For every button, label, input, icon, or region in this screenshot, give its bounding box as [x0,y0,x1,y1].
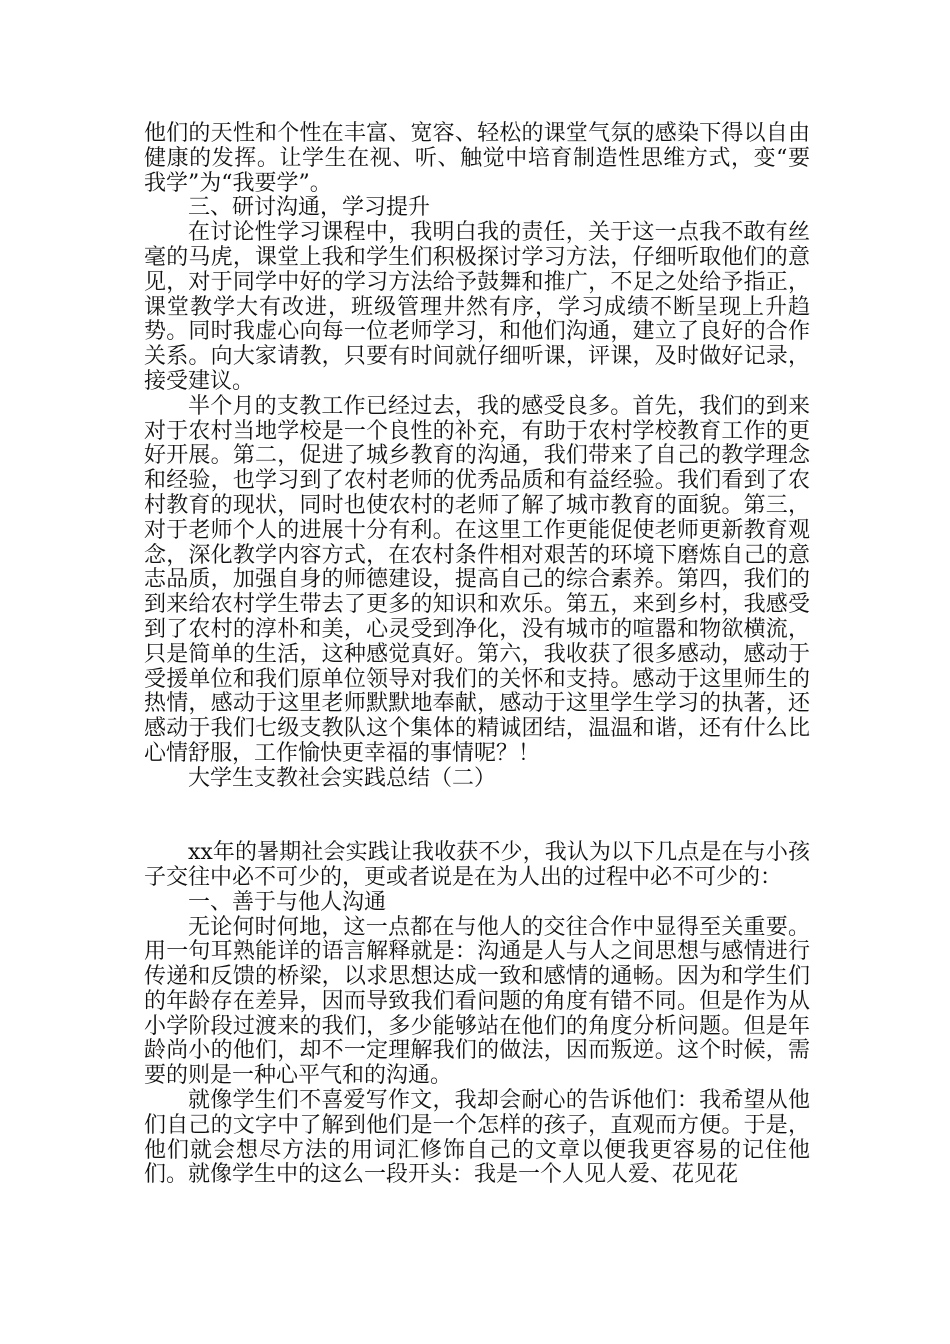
paragraph-reflection: 半个月的支教工作已经过去，我的感受良多。首先，我们的到来对于农村当地学校是一个良性的补充，有助于农村学校教育工作的更好开展。第二，促进了城乡教育的沟通，我们带来了自己的教学理念和经验，也学习到了农村老师的优秀品质和有益经验。我们看到了农村教育的现状，同时也使农村的老师了解了城市教育的面貌。第三，对于老师个人的进展十分有利。在这里工作更能促使老师更新教育观念，深化教学内容方式，在农村条件相对艰苦的环境下磨炼自己的意志品质，加强自身的师德建设，提高自己的综合素养。第四，我们的到来给农村学生带去了更多的知识和欢乐。第五，来到乡村，我感受到了农村的淳朴和美，心灵受到净化，没有城市的喧嚣和物欲横流，只是简单的生活，这种感觉真好。第六，我收获了很多感动，感动于受援单位和我们原单位领导对我们的关怀和支持。感动于这里师生的热情，感动于这里老师默默地奉献，感动于这里学生学习的执著，还感动于我们七级支教队这个集体的精诚团结，温温和谐，还有什么比心情舒服，工作愉快更幸福的事情呢？！ [144,393,810,766]
paragraph-summer-practice: xx年的暑期社会实践让我收获不少，我认为以下几点是在与小孩子交往中必不可少的，更或者说是在为人出的过程中必不可少的： [144,840,810,890]
blank-spacer [144,792,810,842]
section-heading-discussion: 三、研讨沟通，学习提升 [188,195,431,221]
document-page [144,122,810,1188]
document-title-part-two: 大学生支教社会实践总结（二） [188,765,497,791]
paragraph-intro: 他们的天性和个性在丰富、宽容、轻松的课堂气氛的感染下得以自由健康的发挥。让学生在视、听、触觉中培育制造性思维方式，变“要我学”为“我要学”。 [144,121,810,196]
paragraph-writing-example: 就像学生们不喜爱写作文，我却会耐心的告诉他们：我希望从他们自己的文字中了解到他们是一个怎样的孩子，直观而方便。于是，他们就会想尽方法的用词汇修饰自己的文章以便我更容易的记住他们。就像学生中的这么一段开头：我是一个人见人爱、花见花 [144,1088,810,1188]
section-heading-communication: 一、善于与他人沟通 [188,889,387,915]
paragraph-communication: 无论何时何地，这一点都在与他人的交往合作中显得至关重要。用一句耳熟能详的语言解释就是：沟通是人与人之间思想与感情进行传递和反馈的桥梁，以求思想达成一致和感情的通畅。因为和学生们的年龄存在差异，因而导致我们看问题的角度有错不同。但是作为从小学阶段过渡来的我们，多少能够站在他们的角度分析问题。但是年龄尚小的他们，却不一定理解我们的做法，因而叛逆。这个时候，需要的则是一种心平气和的沟通。 [144,914,810,1089]
paragraph-discussion: 在讨论性学习课程中，我明白我的责任，关于这一点我不敢有丝毫的马虎，课堂上我和学生们积极探讨学习方法，仔细听取他们的意见，对于同学中好的学习方法给予鼓舞和推广，不足之处给予指正，课堂教学大有改进，班级管理井然有序，学习成绩不断呈现上升趋势。同时我虚心向每一位老师学习，和他们沟通，建立了良好的合作关系。向大家请教，只要有时间就仔细听课，评课，及时做好记录，接受建议。 [144,220,810,394]
